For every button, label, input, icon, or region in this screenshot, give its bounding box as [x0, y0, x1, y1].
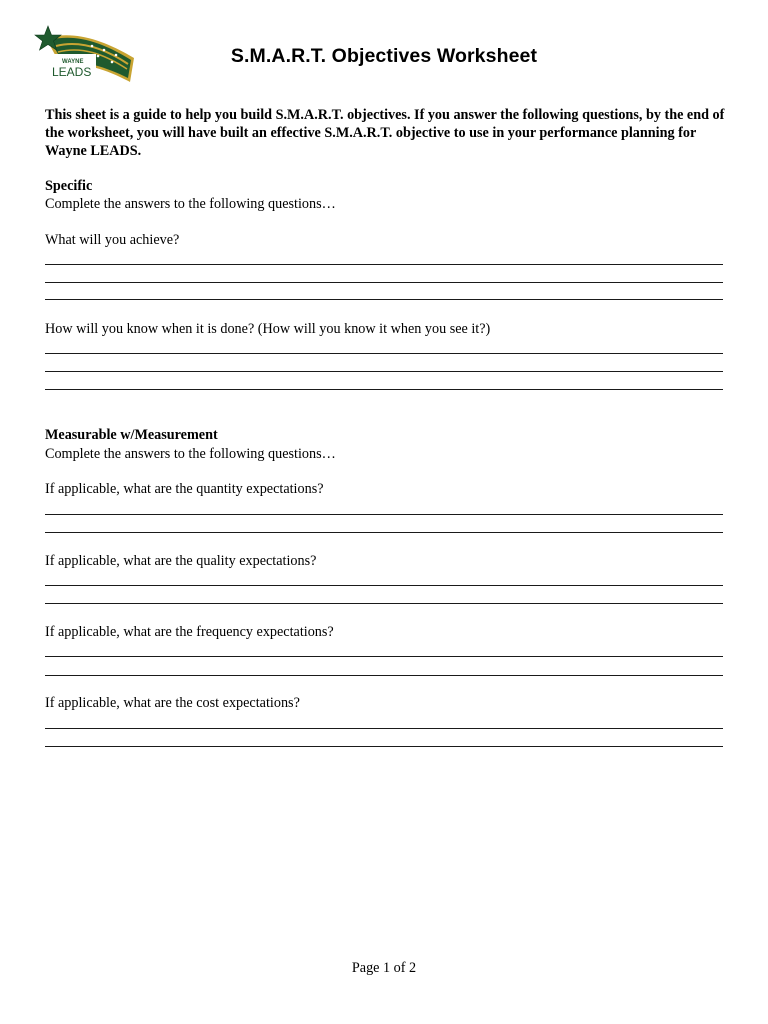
answer-line[interactable] [45, 656, 723, 657]
section-heading-specific: Specific [45, 178, 93, 194]
logo-text-bottom: LEADS [52, 65, 92, 79]
answer-line[interactable] [45, 371, 723, 372]
answer-line[interactable] [45, 728, 723, 729]
answer-line[interactable] [45, 389, 723, 390]
logo-text-top: WAYNE [62, 59, 84, 65]
question-cost: If applicable, what are the cost expectations? [45, 695, 300, 711]
answer-line[interactable] [45, 603, 723, 604]
question-quality: If applicable, what are the quality expectations? [45, 553, 317, 569]
intro-paragraph: This sheet is a guide to help you build S.M.A.R.T. objectives. If you answer the following questions, by the end of the worksheet, you will have built an effective S.M.A.R.T. objective to use in your performance planning for Wayne LEADS. [45, 107, 725, 159]
question-done: How will you know when it is done? (How will you know it when you see it?) [45, 321, 491, 337]
answer-line[interactable] [45, 746, 723, 747]
page-number: Page 1 of 2 [351, 960, 417, 976]
question-achieve: What will you achieve? [45, 232, 180, 248]
page-title: S.M.A.R.T. Objectives Worksheet [230, 45, 538, 67]
answer-line[interactable] [45, 514, 723, 515]
answer-line[interactable] [45, 675, 723, 676]
answer-line[interactable] [45, 353, 723, 354]
answer-line[interactable] [45, 282, 723, 283]
instruction-measurable: Complete the answers to the following questions… [45, 446, 336, 462]
instruction-specific: Complete the answers to the following questions… [45, 196, 336, 212]
question-frequency: If applicable, what are the frequency expectations? [45, 624, 334, 640]
answer-line[interactable] [45, 585, 723, 586]
answer-line[interactable] [45, 264, 723, 265]
section-heading-measurable: Measurable w/Measurement [45, 427, 218, 443]
question-quantity: If applicable, what are the quantity expectations? [45, 481, 324, 497]
answer-line[interactable] [45, 532, 723, 533]
answer-line[interactable] [45, 299, 723, 300]
